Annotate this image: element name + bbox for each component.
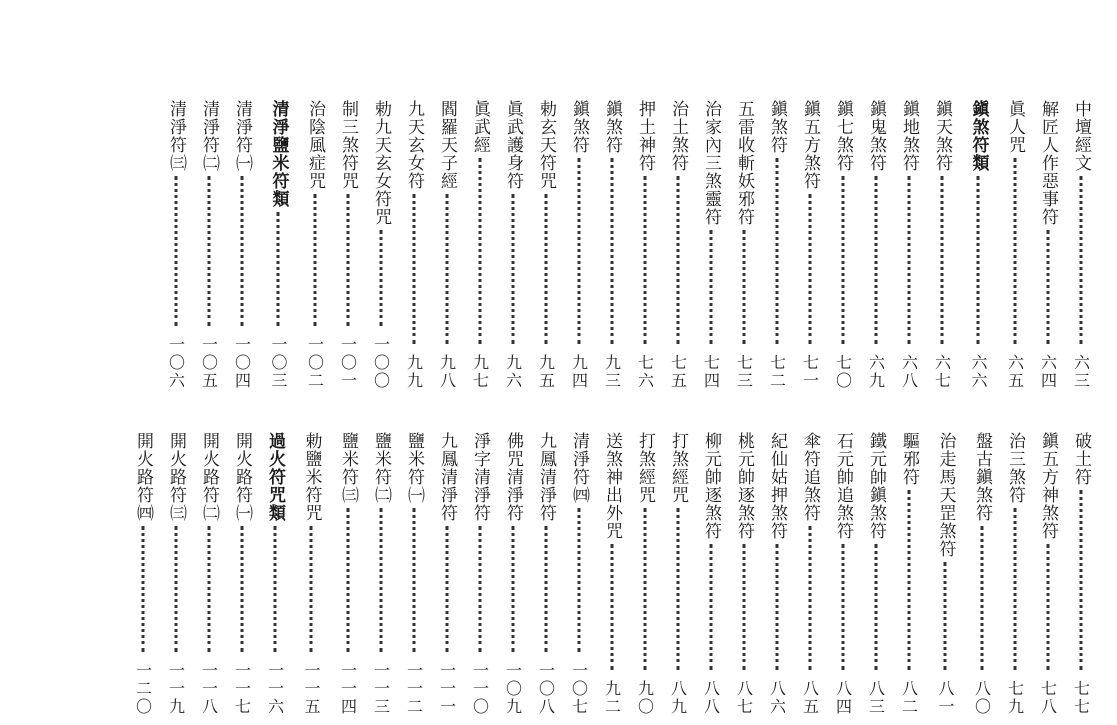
toc-entry bbox=[925, 100, 958, 390]
toc-entry bbox=[826, 432, 859, 716]
toc-entry bbox=[496, 100, 529, 390]
leader-dots bbox=[808, 194, 811, 344]
toc-entry-title: 解匠人作惡事符 bbox=[1038, 100, 1058, 226]
toc-entry-title: 開火路符㈡ bbox=[199, 432, 219, 522]
leader-dots bbox=[709, 544, 712, 670]
toc-entry bbox=[628, 100, 661, 390]
toc-entry-title: 清淨符㈣ bbox=[569, 432, 589, 504]
toc-entry bbox=[1031, 100, 1064, 390]
toc-bottom-section bbox=[7, 432, 1097, 716]
leader-dots bbox=[874, 544, 877, 670]
toc-entry-title: 鹽米符㈡ bbox=[371, 432, 391, 504]
toc-category-heading bbox=[258, 100, 298, 390]
toc-page-number: 一二〇 bbox=[133, 662, 153, 716]
toc-page-number: 九九 bbox=[404, 354, 424, 390]
toc-entry-title: 紀仙姑押煞符 bbox=[767, 432, 787, 540]
leader-dots bbox=[346, 508, 349, 652]
toc-entry bbox=[628, 432, 661, 716]
toc-entry bbox=[1031, 432, 1064, 716]
toc-entry-title: 打煞經咒 bbox=[668, 432, 688, 504]
leader-dots bbox=[207, 176, 210, 326]
leader-dots bbox=[478, 526, 481, 652]
toc-entry bbox=[463, 100, 496, 390]
toc-page-number: 八七 bbox=[734, 680, 754, 716]
toc-page-number: 七五 bbox=[668, 354, 688, 390]
toc-entry bbox=[859, 100, 892, 390]
toc-entry bbox=[892, 100, 925, 390]
toc-page-number: 八一 bbox=[936, 680, 955, 716]
toc-entry bbox=[595, 432, 628, 716]
leader-dots bbox=[841, 176, 844, 344]
leader-dots bbox=[1079, 176, 1082, 344]
toc-entry bbox=[892, 432, 925, 716]
leader-dots bbox=[412, 194, 415, 344]
toc-entry-title: 鎭七煞符 bbox=[833, 100, 853, 172]
toc-page-number: 一〇〇 bbox=[371, 336, 391, 390]
leader-dots bbox=[775, 158, 778, 344]
toc-entry-title: 鹽米符㈠ bbox=[404, 432, 424, 504]
toc-category-heading bbox=[258, 432, 291, 716]
toc-page-number: 六五 bbox=[1005, 354, 1025, 390]
toc-entry-title: 鐵元帥鎭煞符 bbox=[866, 432, 886, 540]
leader-dots bbox=[1013, 508, 1016, 670]
toc-entry bbox=[529, 100, 562, 390]
toc-entry-title: 開火路符㈠ bbox=[232, 432, 252, 522]
toc-entry bbox=[298, 100, 331, 390]
toc-entry-title: 勅鹽米符咒 bbox=[301, 432, 322, 522]
toc-entry-title: 鎭煞符類 bbox=[968, 100, 989, 172]
leader-dots bbox=[174, 176, 177, 326]
toc-entry bbox=[331, 100, 364, 390]
leader-dots bbox=[240, 526, 243, 652]
toc-entry bbox=[529, 432, 562, 716]
toc-entry bbox=[126, 432, 159, 716]
leader-dots bbox=[240, 176, 243, 326]
toc-entry-title: 盤古鎭煞符 bbox=[972, 432, 992, 522]
toc-page-number: 一一八 bbox=[199, 662, 219, 716]
leader-dots bbox=[310, 526, 313, 652]
toc-page-number: 一一二 bbox=[404, 662, 424, 716]
toc-page-number: 七〇 bbox=[833, 354, 853, 390]
leader-dots bbox=[273, 526, 276, 652]
toc-entry bbox=[694, 100, 727, 390]
leader-dots bbox=[643, 508, 646, 670]
leader-dots bbox=[944, 562, 947, 670]
toc-entry-title: 鹽米符㈢ bbox=[338, 432, 358, 504]
toc-entry bbox=[727, 100, 760, 390]
toc-entry bbox=[925, 432, 965, 716]
leader-dots bbox=[1046, 230, 1049, 344]
toc-page-number: 七六 bbox=[635, 354, 655, 390]
toc-entry-title: 押土神符 bbox=[635, 100, 655, 172]
toc-entry-title: 桃元帥逐煞符 bbox=[734, 432, 754, 540]
toc-page-number: 八六 bbox=[767, 680, 787, 716]
toc-page-number: 九七 bbox=[470, 354, 490, 390]
toc-entry bbox=[661, 432, 694, 716]
toc-page-number: 六八 bbox=[899, 354, 919, 390]
toc-page-number: 八三 bbox=[866, 680, 886, 716]
leader-dots bbox=[709, 230, 712, 344]
toc-entry bbox=[397, 100, 430, 390]
toc-entry bbox=[998, 432, 1031, 716]
toc-page-number: 九〇 bbox=[635, 680, 655, 716]
toc-page-number: 六六 bbox=[969, 354, 988, 390]
toc-entry-title: 眞武經 bbox=[470, 100, 490, 154]
toc-page-number: 一一七 bbox=[232, 662, 252, 716]
toc-page-number: 一〇八 bbox=[536, 662, 556, 716]
toc-entry bbox=[192, 100, 225, 390]
toc-entry bbox=[192, 432, 225, 716]
leader-dots bbox=[1013, 158, 1016, 344]
toc-entry-title: 驅邪符 bbox=[899, 432, 919, 486]
leader-dots bbox=[676, 176, 679, 344]
leader-dots bbox=[346, 194, 349, 326]
leader-dots bbox=[207, 526, 210, 652]
toc-entry-title: 開火路符㈢ bbox=[166, 432, 186, 522]
leader-dots bbox=[577, 508, 580, 652]
leader-dots bbox=[174, 526, 177, 652]
toc-entry-title: 勅玄天符咒 bbox=[536, 100, 556, 190]
toc-page-number: 七三 bbox=[734, 354, 754, 390]
toc-page-number: 七七 bbox=[1071, 680, 1091, 716]
toc-page-number: 一〇七 bbox=[569, 662, 589, 716]
toc-entry bbox=[496, 432, 529, 716]
toc-page-number: 一一六 bbox=[265, 662, 285, 716]
toc-entry-title: 傘符追煞符 bbox=[800, 432, 820, 522]
toc-entry bbox=[826, 100, 859, 390]
toc-entry bbox=[430, 432, 463, 716]
leader-dots bbox=[478, 158, 481, 344]
toc-page-number: 八二 bbox=[899, 680, 919, 716]
toc-page-number: 九五 bbox=[536, 354, 556, 390]
toc-entry bbox=[331, 432, 364, 716]
toc-entry-title: 九鳳清淨符 bbox=[437, 432, 457, 522]
leader-dots bbox=[313, 194, 316, 326]
toc-entry bbox=[562, 432, 595, 716]
toc-entry-title: 鎭煞符 bbox=[767, 100, 787, 154]
toc-entry-title: 清淨符㈡ bbox=[199, 100, 219, 172]
toc-category-heading bbox=[958, 100, 998, 390]
toc-entry bbox=[760, 100, 793, 390]
toc-page-number: 九八 bbox=[437, 354, 457, 390]
leader-dots bbox=[1046, 544, 1049, 670]
leader-dots bbox=[511, 526, 514, 652]
toc-entry-title: 制三煞符咒 bbox=[338, 100, 358, 190]
toc-entry-title: 眞人咒 bbox=[1005, 100, 1025, 154]
toc-entry-title: 破土符 bbox=[1071, 432, 1091, 486]
leader-dots bbox=[643, 176, 646, 344]
toc-entry bbox=[595, 100, 628, 390]
toc-page-number: 七一 bbox=[800, 354, 820, 390]
leader-dots bbox=[445, 194, 448, 344]
leader-dots bbox=[808, 526, 811, 670]
leader-dots bbox=[610, 158, 613, 344]
toc-entry-title: 清淨鹽米符類 bbox=[268, 100, 289, 208]
toc-page-number: 一〇一 bbox=[338, 336, 358, 390]
toc-entry bbox=[159, 432, 192, 716]
toc-page-number: 七九 bbox=[1005, 680, 1025, 716]
toc-entry-title: 過火符咒類 bbox=[265, 432, 285, 522]
toc-entry bbox=[463, 432, 496, 716]
toc-page-number: 八〇 bbox=[972, 680, 992, 716]
leader-dots bbox=[379, 508, 382, 652]
leader-dots bbox=[141, 526, 144, 652]
toc-entry bbox=[225, 432, 258, 716]
toc-page-number: 九三 bbox=[602, 354, 622, 390]
leader-dots bbox=[277, 212, 280, 326]
leader-dots bbox=[1079, 490, 1082, 670]
toc-page-number: 一〇五 bbox=[199, 336, 219, 390]
toc-entry bbox=[364, 100, 397, 390]
toc-page-number: 九二 bbox=[602, 680, 622, 716]
toc-entry bbox=[1064, 432, 1097, 716]
leader-dots bbox=[544, 194, 547, 344]
toc-entry bbox=[1064, 100, 1097, 390]
toc-entry-title: 治走馬天罡煞符 bbox=[935, 432, 956, 558]
toc-entry bbox=[397, 432, 430, 716]
leader-dots bbox=[874, 176, 877, 344]
leader-dots bbox=[610, 544, 613, 670]
toc-entry-title: 眞武護身符 bbox=[503, 100, 523, 190]
toc-entry bbox=[859, 432, 892, 716]
toc-entry bbox=[727, 432, 760, 716]
toc-entry bbox=[965, 432, 998, 716]
leader-dots bbox=[379, 230, 382, 326]
toc-entry-title: 九天玄女符 bbox=[404, 100, 424, 190]
toc-entry-title: 清淨符㈠ bbox=[232, 100, 252, 172]
toc-page-number: 六三 bbox=[1071, 354, 1091, 390]
toc-page-number: 六九 bbox=[866, 354, 886, 390]
toc-entry bbox=[225, 100, 258, 390]
toc-entry-title: 柳元帥逐煞符 bbox=[701, 432, 721, 540]
toc-entry-title: 治土煞符 bbox=[668, 100, 688, 172]
toc-entry-title: 五雷收斬妖邪符 bbox=[734, 100, 754, 226]
toc-entry bbox=[159, 100, 192, 390]
leader-dots bbox=[775, 544, 778, 670]
toc-entry bbox=[661, 100, 694, 390]
toc-entry-title: 開火路符㈣ bbox=[133, 432, 153, 522]
toc-page-number: 一〇二 bbox=[305, 336, 325, 390]
toc-entry-title: 佛咒清淨符 bbox=[503, 432, 523, 522]
toc-page-number: 一〇四 bbox=[232, 336, 252, 390]
toc-entry bbox=[291, 432, 331, 716]
toc-page-number: 八九 bbox=[668, 680, 688, 716]
toc-page-number: 六七 bbox=[932, 354, 952, 390]
leader-dots bbox=[940, 176, 943, 344]
toc-entry-title: 清淨符㈢ bbox=[166, 100, 186, 172]
leader-dots bbox=[544, 526, 547, 652]
toc-page-number: 一一四 bbox=[338, 662, 358, 716]
toc-entry bbox=[760, 432, 793, 716]
leader-dots bbox=[742, 230, 745, 344]
toc-page-number: 一一一 bbox=[437, 662, 457, 716]
toc-top-section bbox=[7, 100, 1097, 390]
toc-page-number: 一一五 bbox=[302, 662, 321, 716]
toc-entry bbox=[998, 100, 1031, 390]
toc-page-number: 一〇九 bbox=[503, 662, 523, 716]
toc-entry bbox=[364, 432, 397, 716]
toc-page-number: 六四 bbox=[1038, 354, 1058, 390]
toc-entry-title: 鎭煞符 bbox=[602, 100, 622, 154]
toc-entry-title: 鎭煞符 bbox=[569, 100, 589, 154]
toc-entry-title: 打煞經咒 bbox=[635, 432, 655, 504]
toc-entry-title: 勅九天玄女符咒 bbox=[371, 100, 391, 226]
toc-entry-title: 鎭地煞符 bbox=[899, 100, 919, 172]
toc-page-number: 八四 bbox=[833, 680, 853, 716]
toc-page-number: 七四 bbox=[701, 354, 721, 390]
toc-entry-title: 治陰風症咒 bbox=[305, 100, 325, 190]
toc-page-number: 一〇六 bbox=[166, 336, 186, 390]
toc-entry bbox=[430, 100, 463, 390]
toc-entry-title: 鎭鬼煞符 bbox=[866, 100, 886, 172]
toc-page-number: 八八 bbox=[701, 680, 721, 716]
toc-page-number: 七二 bbox=[767, 354, 787, 390]
leader-dots bbox=[977, 176, 980, 344]
toc-entry-title: 石元帥追煞符 bbox=[833, 432, 853, 540]
leader-dots bbox=[412, 508, 415, 652]
leader-dots bbox=[907, 176, 910, 344]
toc-entry-title: 鎭五方煞符 bbox=[800, 100, 820, 190]
toc-page-number: 九六 bbox=[503, 354, 523, 390]
leader-dots bbox=[742, 544, 745, 670]
leader-dots bbox=[841, 544, 844, 670]
leader-dots bbox=[511, 194, 514, 344]
leader-dots bbox=[980, 526, 983, 670]
toc-entry-title: 鎭五方神煞符 bbox=[1038, 432, 1058, 540]
toc-entry-title: 治三煞符 bbox=[1005, 432, 1025, 504]
toc-page-number: 一一〇 bbox=[470, 662, 490, 716]
toc-entry bbox=[793, 432, 826, 716]
leader-dots bbox=[445, 526, 448, 652]
toc-entry-title: 中壇經文 bbox=[1071, 100, 1091, 172]
toc-page-number: 一一三 bbox=[371, 662, 391, 716]
toc-entry-title: 閻羅天子經 bbox=[437, 100, 457, 190]
toc-entry-title: 淨字清淨符 bbox=[470, 432, 490, 522]
toc-page-number: 一〇三 bbox=[269, 336, 288, 390]
toc-entry bbox=[793, 100, 826, 390]
toc-page-number: 八五 bbox=[800, 680, 820, 716]
toc-entry-title: 送煞神出外咒 bbox=[602, 432, 622, 540]
toc-entry-title: 鎭天煞符 bbox=[932, 100, 952, 172]
toc-page-number: 七八 bbox=[1038, 680, 1058, 716]
toc-entry bbox=[562, 100, 595, 390]
toc-entry-title: 治家內三煞靈符 bbox=[701, 100, 721, 226]
toc-page-number: 九四 bbox=[569, 354, 589, 390]
toc-entry-title: 九鳳清淨符 bbox=[536, 432, 556, 522]
leader-dots bbox=[577, 158, 580, 344]
leader-dots bbox=[907, 490, 910, 670]
leader-dots bbox=[676, 508, 679, 670]
toc-page-number: 一一九 bbox=[166, 662, 186, 716]
toc-entry bbox=[694, 432, 727, 716]
